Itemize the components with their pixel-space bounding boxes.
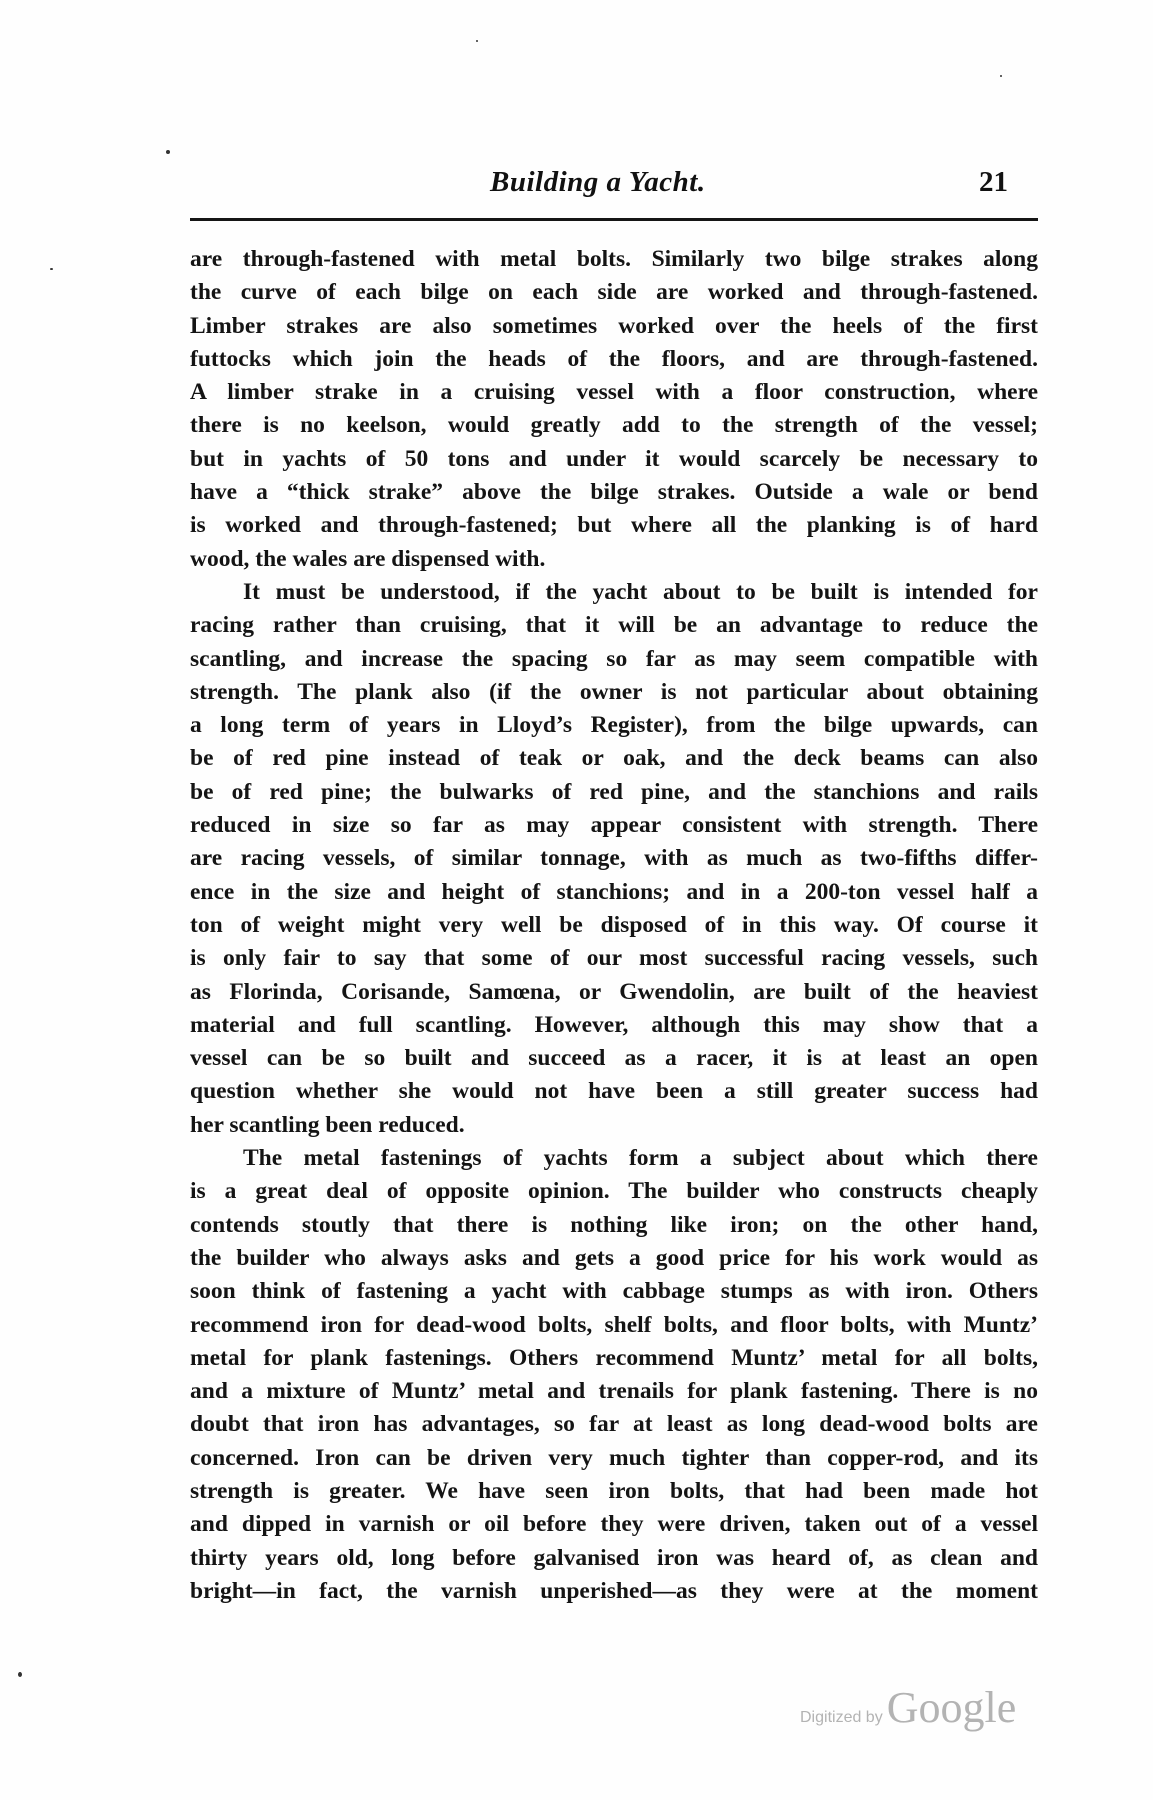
header-rule bbox=[190, 218, 1038, 221]
text-line: and a mixture of Muntz’ metal and trenails for plank fastening. There is no bbox=[190, 1378, 1038, 1405]
text-line: racing rather than cruising, that it will be an advantage to reduce the bbox=[190, 612, 1038, 639]
text-line: is a great deal of opposite opinion. The builder who constructs cheaply bbox=[190, 1178, 1038, 1205]
text-line: ton of weight might very well be disposed of in this way. Of course it bbox=[190, 911, 1038, 938]
text-line: scantling, and increase the spacing so far as may seem compatible with bbox=[190, 645, 1038, 672]
text-line: have a “thick strake” above the bilge strakes. Outside a wale or bend bbox=[190, 479, 1038, 506]
google-watermark bbox=[800, 1682, 1016, 1732]
text-line: soon think of fastening a yacht with cabbage stumps as with iron. Others bbox=[190, 1278, 1038, 1305]
text-line: there is no keelson, would greatly add to the strength of the vessel; bbox=[190, 412, 1038, 439]
running-head bbox=[190, 166, 1008, 206]
text-line: is worked and through-fastened; but where all the planking is of hard bbox=[190, 512, 1038, 539]
scan-speck bbox=[18, 1672, 22, 1677]
text-line: thirty years old, long before galvanised iron was heard of, as clean and bbox=[190, 1544, 1038, 1571]
paragraph bbox=[190, 243, 1038, 576]
page-number: 21 bbox=[979, 166, 1008, 198]
text-line: are racing vessels, of similar tonnage, with as much as two-fifths differ- bbox=[190, 845, 1038, 872]
watermark-prefix: Digitized by bbox=[800, 1709, 883, 1726]
text-line: the builder who always asks and gets a good price for his work would as bbox=[190, 1244, 1038, 1271]
text-line: futtocks which join the heads of the floors, and are through-fastened. bbox=[190, 345, 1038, 372]
text-line: metal for plank fastenings. Others recommend Muntz’ metal for all bolts, bbox=[190, 1344, 1038, 1371]
paragraph bbox=[190, 576, 1038, 1142]
text-line: is only fair to say that some of our most successful racing vessels, such bbox=[190, 945, 1038, 972]
text-line: bright—in fact, the varnish unperished—as they were at the moment bbox=[190, 1577, 1038, 1604]
text-line: be of red pine; the bulwarks of red pine, and the stanchions and rails bbox=[190, 778, 1038, 805]
text-line: strength. The plank also (if the owner is not particular about obtaining bbox=[190, 678, 1038, 705]
scan-speck bbox=[50, 268, 53, 270]
google-logo: Google bbox=[886, 1683, 1017, 1732]
text-line: wood, the wales are dispensed with. bbox=[190, 545, 546, 572]
text-line: strength is greater. We have seen iron bolts, that had been made hot bbox=[190, 1477, 1038, 1504]
paragraph bbox=[190, 1142, 1038, 1608]
text-line: doubt that iron has advantages, so far at least as long dead-wood bolts are bbox=[190, 1411, 1038, 1438]
running-head-title: Building a Yacht. bbox=[490, 166, 706, 198]
text-line: concerned. Iron can be driven very much tighter than copper-rod, and its bbox=[190, 1444, 1038, 1471]
scan-speck bbox=[166, 150, 170, 154]
text-line: but in yachts of 50 tons and under it would scarcely be necessary to bbox=[190, 445, 1038, 472]
text-line: her scantling been reduced. bbox=[190, 1111, 465, 1138]
scan-speck bbox=[1000, 75, 1002, 77]
text-line: material and full scantling. However, although this may show that a bbox=[190, 1011, 1038, 1038]
text-line: recommend iron for dead-wood bolts, shelf bolts, and floor bolts, with Muntz’ bbox=[190, 1311, 1038, 1338]
body-text bbox=[190, 243, 1038, 1608]
text-line: ence in the size and height of stanchions; and in a 200-ton vessel half a bbox=[190, 878, 1038, 905]
text-line: It must be understood, if the yacht about to be built is intended for bbox=[243, 578, 1038, 605]
text-line: are through-fastened with metal bolts. Similarly two bilge strakes along bbox=[190, 246, 1038, 272]
text-line: vessel can be so built and succeed as a racer, it is at least an open bbox=[190, 1045, 1038, 1072]
text-line: question whether she would not have been a still greater success had bbox=[190, 1078, 1038, 1105]
text-line: be of red pine instead of teak or oak, and the deck beams can also bbox=[190, 745, 1038, 772]
text-line: and dipped in varnish or oil before they were driven, taken out of a vessel bbox=[190, 1511, 1038, 1538]
text-line: contends stoutly that there is nothing like iron; on the other hand, bbox=[190, 1211, 1038, 1238]
text-line: A limber strake in a cruising vessel with a floor construction, where bbox=[190, 379, 1038, 406]
scan-speck bbox=[476, 40, 478, 42]
text-line: Limber strakes are also sometimes worked over the heels of the first bbox=[190, 312, 1038, 339]
text-line: as Florinda, Corisande, Samœna, or Gwendolin, are built of the heaviest bbox=[190, 978, 1038, 1005]
text-line: the curve of each bilge on each side are worked and through-fastened. bbox=[190, 279, 1038, 306]
text-line: a long term of years in Lloyd’s Register), from the bilge upwards, can bbox=[190, 712, 1038, 739]
text-line: The metal fastenings of yachts form a subject about which there bbox=[243, 1145, 1038, 1172]
text-line: reduced in size so far as may appear consistent with strength. There bbox=[190, 812, 1038, 839]
